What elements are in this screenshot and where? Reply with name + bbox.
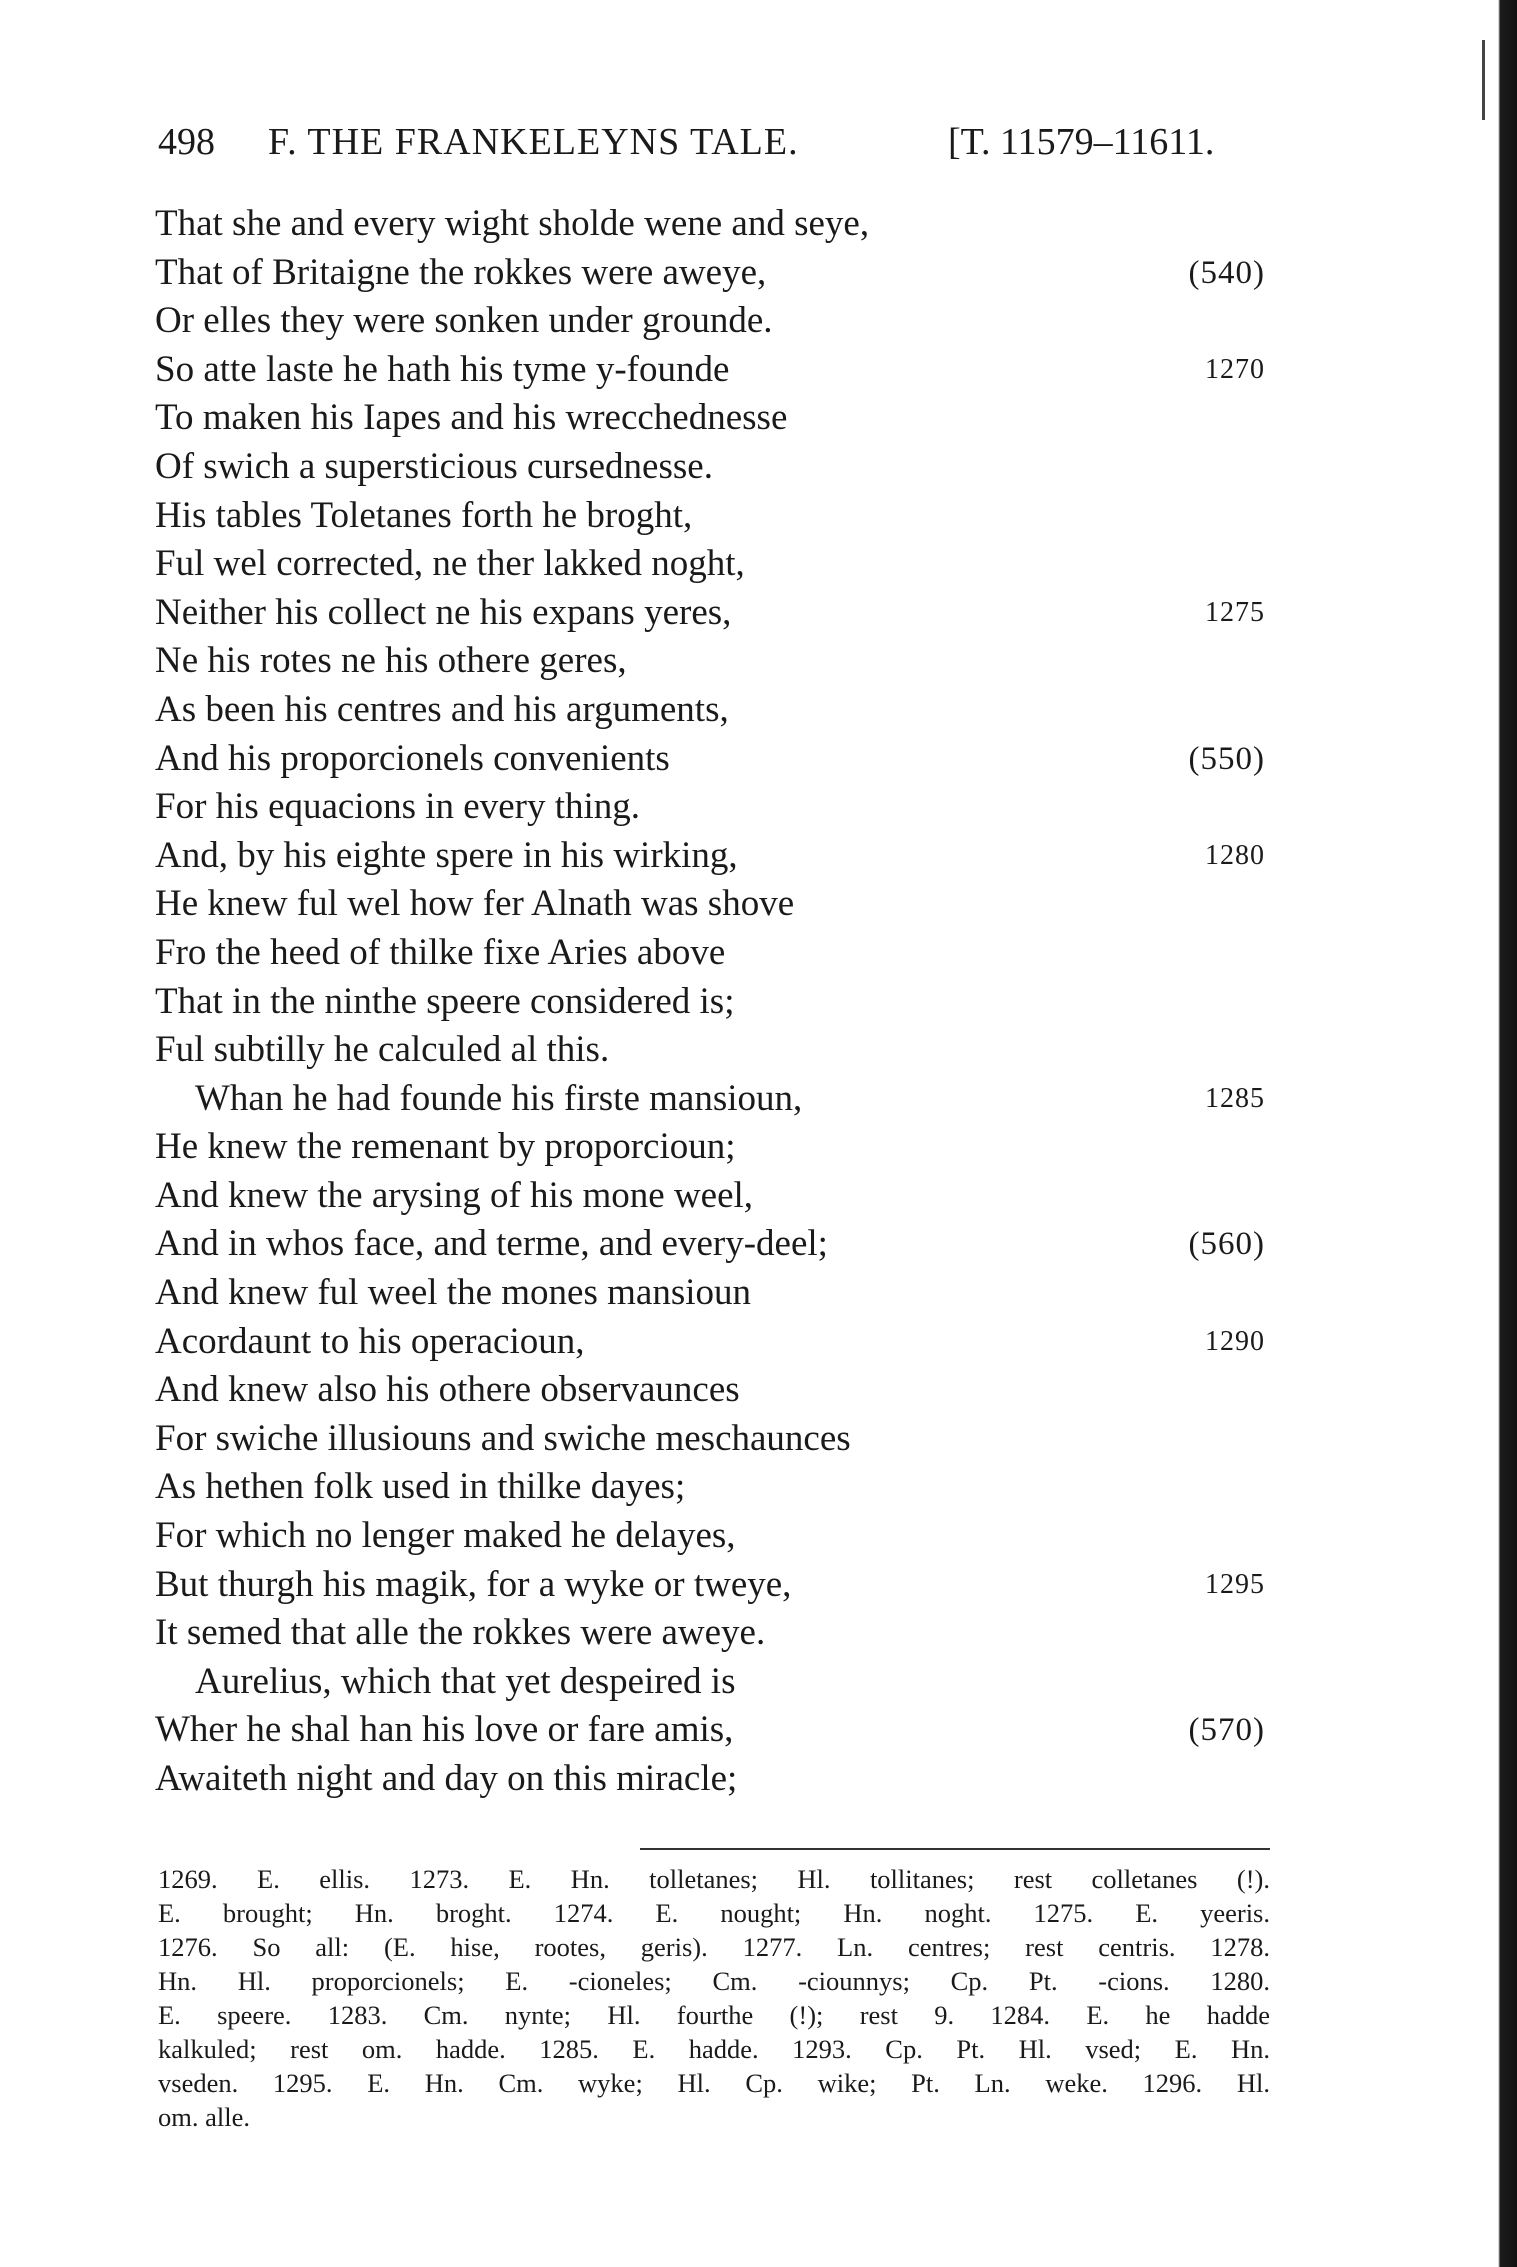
- page-title: F. THE FRANKELEYNS TALE.: [268, 121, 799, 163]
- line-number: (550): [1188, 740, 1265, 777]
- page-number: 498: [158, 121, 215, 163]
- poem-line-text: As hethen folk used in thilke dayes;: [155, 1466, 686, 1508]
- poem-line: [155, 832, 1265, 881]
- poem-line: [155, 1658, 1265, 1707]
- poem-line-text: That she and every wight sholde wene and seye,: [155, 203, 870, 244]
- footnote-line: E. brought; Hn. broght. 1274. E. nought; Hn. noght. 1275. E. yeeris.: [158, 1898, 1270, 1928]
- footnote-line: vseden. 1295. E. Hn. Cm. wyke; Hl. Cp. wike; Pt. Ln. weke. 1296. Hl.: [158, 2068, 1270, 2098]
- poem-line: [155, 1269, 1265, 1318]
- poem-line-text: To maken his Iapes and his wrecchednesse: [155, 397, 788, 439]
- poem-line-text: Acordaunt to his operacioun,: [155, 1320, 585, 1362]
- footnote-line: Hn. Hl. proporcionels; E. -cioneles; Cm. -ciounnys; Cp. Pt. -cions. 1280.: [158, 1966, 1270, 1996]
- poem-line-text: And in whos face, and terme, and every-deel;: [155, 1223, 828, 1265]
- poem-line: [155, 540, 1265, 589]
- poem-line: [155, 1415, 1265, 1464]
- poem-line-text: And knew the arysing of his mone weel,: [155, 1174, 754, 1216]
- poem-line: [155, 1512, 1265, 1561]
- poem-line: [155, 1075, 1265, 1124]
- line-number: 1275: [1205, 596, 1265, 628]
- poem-line: [155, 1318, 1265, 1367]
- poem-line-text: So atte laste he hath his tyme y-founde: [155, 348, 730, 390]
- poem-line-text: Neither his collect ne his expans yeres,: [155, 591, 732, 633]
- line-number: 1280: [1205, 839, 1265, 871]
- poem-line-text: Aurelius, which that yet despeired is: [195, 1660, 736, 1702]
- poem-line-text: For which no lenger maked he delayes,: [155, 1515, 736, 1557]
- poem-line: [155, 1172, 1265, 1221]
- poem-line: [155, 346, 1265, 395]
- poem-line-text: Wher he shal han his love or fare amis,: [155, 1709, 734, 1751]
- poem-line-text: That in the ninthe speere considered is;: [155, 980, 735, 1022]
- poem-line: [155, 589, 1265, 638]
- poem-text: [155, 200, 1265, 1804]
- poem-line-text: Of swich a supersticious cursednesse.: [155, 445, 713, 487]
- poem-line-text: And knew also his othere observaunces: [155, 1369, 740, 1411]
- poem-line-text: But thurgh his magik, for a wyke or tweye,: [155, 1563, 792, 1605]
- line-number: (560): [1188, 1226, 1265, 1263]
- poem-line: [155, 978, 1265, 1027]
- poem-line: [155, 297, 1265, 346]
- poem-line-text: Ful wel corrected, ne ther lakked noght,: [155, 543, 745, 585]
- poem-line-text: And knew ful weel the mones mansioun: [155, 1272, 751, 1314]
- line-number: 1270: [1205, 353, 1265, 385]
- poem-line: [155, 1026, 1265, 1075]
- poem-line: [155, 686, 1265, 735]
- line-number: 1295: [1205, 1568, 1265, 1600]
- poem-line-text: And his proporcionels convenients: [155, 737, 670, 779]
- poem-line: [155, 735, 1265, 784]
- poem-line: [155, 1561, 1265, 1610]
- poem-line-text: Awaiteth night and day on this miracle;: [155, 1758, 738, 1799]
- poem-line: [155, 394, 1265, 443]
- poem-line: [155, 1463, 1265, 1512]
- poem-line: [155, 492, 1265, 541]
- poem-line: [155, 1609, 1265, 1658]
- poem-line-text: Ful subtilly he calculed al this.: [155, 1029, 610, 1071]
- poem-line-text: For swiche illusiouns and swiche meschaunces: [155, 1417, 851, 1459]
- line-number: (540): [1188, 254, 1265, 291]
- poem-line-text: And, by his eighte spere in his wirking,: [155, 834, 738, 876]
- poem-line: [155, 1123, 1265, 1172]
- poem-line: [155, 880, 1265, 929]
- poem-line: [155, 929, 1265, 978]
- poem-line: [155, 200, 1265, 249]
- poem-line: [155, 637, 1265, 686]
- footnote-line: E. speere. 1283. Cm. nynte; Hl. fourthe (!); rest 9. 1284. E. he hadde: [158, 2000, 1270, 2030]
- line-range: [T. 11579–11611.: [948, 121, 1215, 163]
- line-number: 1290: [1205, 1325, 1265, 1357]
- footnote-rule: [640, 1848, 1270, 1850]
- poem-line: [155, 783, 1265, 832]
- poem-line-text: Or elles they were sonken under grounde.: [155, 300, 773, 342]
- footnote-line: 1276. So all: (E. hise, rootes, geris). 1277. Ln. centres; rest centris. 1278.: [158, 1932, 1270, 1962]
- poem-line-text: Whan he had founde his firste mansioun,: [195, 1077, 803, 1119]
- footnote-line: kalkuled; rest om. hadde. 1285. E. hadde. 1293. Cp. Pt. Hl. vsed; E. Hn.: [158, 2034, 1270, 2064]
- poem-line-text: He knew the remenant by proporcioun;: [155, 1126, 736, 1168]
- poem-line-text: His tables Toletanes forth he broght,: [155, 494, 693, 536]
- page-edge-mark: [1482, 40, 1485, 120]
- running-header: [158, 120, 1258, 176]
- line-number: (570): [1188, 1712, 1265, 1749]
- poem-line-text: He knew ful wel how fer Alnath was shove: [155, 883, 795, 925]
- poem-line-text: That of Britaigne the rokkes were aweye,: [155, 251, 767, 293]
- page-edge-shadow: [1475, 0, 1517, 2267]
- footnotes: [158, 1862, 1270, 2134]
- poem-line: [155, 1366, 1265, 1415]
- line-number: 1285: [1205, 1082, 1265, 1114]
- poem-line: [155, 1220, 1265, 1269]
- poem-line-text: Fro the heed of thilke fixe Aries above: [155, 931, 726, 973]
- poem-line: [155, 1706, 1265, 1755]
- poem-line-text: For his equacions in every thing.: [155, 786, 641, 828]
- poem-line: [155, 1755, 1265, 1804]
- footnote-line: om. alle.: [158, 2102, 250, 2132]
- poem-line-text: It semed that alle the rokkes were aweye.: [155, 1612, 766, 1654]
- poem-line-text: Ne his rotes ne his othere geres,: [155, 640, 627, 682]
- poem-line-text: As been his centres and his arguments,: [155, 688, 729, 730]
- poem-line: [155, 443, 1265, 492]
- footnote-line: 1269. E. ellis. 1273. E. Hn. tolletanes; Hl. tollitanes; rest colletanes (!).: [158, 1864, 1270, 1894]
- poem-line: [155, 249, 1265, 298]
